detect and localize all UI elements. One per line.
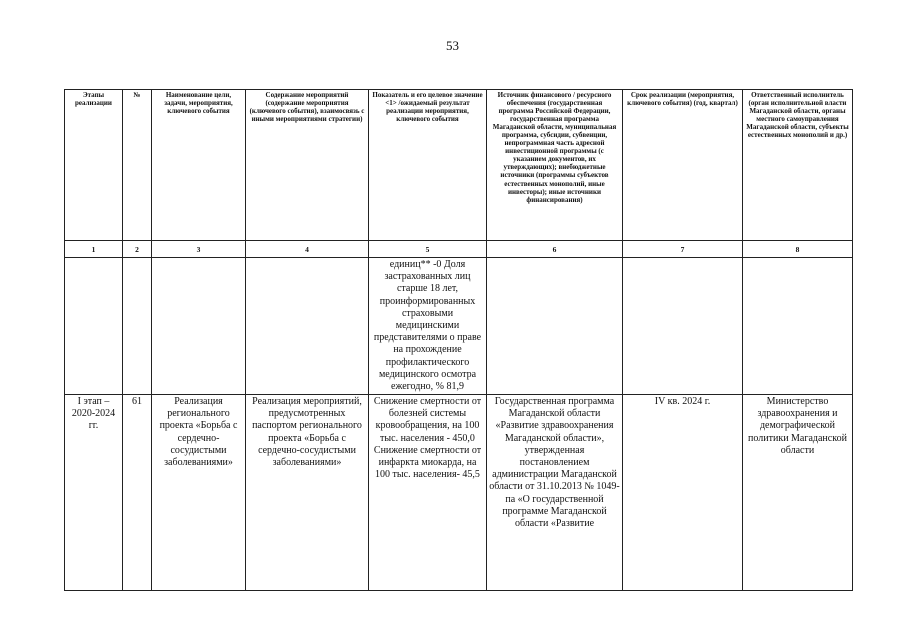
table-row	[65, 258, 853, 395]
header-row	[65, 90, 853, 241]
cell-number	[123, 258, 152, 395]
header-executor: Ответственный исполнитель (орган исполнительной власти Магаданской области, органы местного самоуправления Магаданской области, субъекты естественных монополий и др.)	[743, 90, 853, 241]
cell-indicator: Снижение смертности от болезней системы кровообращения, на 100 тыс. населения - 450,0 Снижение смертности от инфаркта миокарда, на 100 тыс. населения- 45,5	[369, 395, 487, 591]
cell-indicator: единиц** -0 Доля застрахованных лиц старше 18 лет, проинформированных страховыми медицинскими представителями о праве на прохождение профилактического медицинского осмотра ежегодно, % 81,9	[369, 258, 487, 395]
cell-content: Реализация мероприятий, предусмотренных паспортом регионального проекта «Борьба с сердечно-сосудистыми заболеваниями»	[246, 395, 369, 591]
column-number: 5	[369, 241, 487, 258]
strategy-measures-table	[64, 89, 853, 591]
column-number: 4	[246, 241, 369, 258]
cell-name	[152, 258, 246, 395]
header-deadline: Срок реализации (мероприятия, ключевого события) (год, квартал)	[623, 90, 743, 241]
table-row	[65, 395, 853, 591]
page-number: 53	[446, 38, 459, 53]
column-number: 3	[152, 241, 246, 258]
cell-number: 61	[123, 395, 152, 591]
column-number: 7	[623, 241, 743, 258]
cell-source: Государственная программа Магаданской области «Развитие здравоохранения Магаданской области», утвержденная постановлением администрации Магаданской области от 31.10.2013 № 1049-па «О государственной программе Магаданской области «Развитие	[487, 395, 623, 591]
cell-deadline: IV кв. 2024 г.	[623, 395, 743, 591]
cell-executor: Министерство здравоохранения и демографической политики Магаданской области	[743, 395, 853, 591]
cell-deadline	[623, 258, 743, 395]
cell-executor	[743, 258, 853, 395]
cell-source	[487, 258, 623, 395]
cell-name: Реализация регионального проекта «Борьба с сердечно-сосудистыми заболеваниями»	[152, 395, 246, 591]
header-number: №	[123, 90, 152, 241]
header-indicator: Показатель и его целевое значение <1> /ожидаемый результат реализации мероприятия, ключевого события	[369, 90, 487, 241]
header-name: Наименование цели, задачи, мероприятия, ключевого события	[152, 90, 246, 241]
cell-content	[246, 258, 369, 395]
column-number: 8	[743, 241, 853, 258]
column-number: 2	[123, 241, 152, 258]
column-number-row	[65, 241, 853, 258]
cell-stage	[65, 258, 123, 395]
header-stage: Этапы реализации	[65, 90, 123, 241]
column-number: 6	[487, 241, 623, 258]
cell-stage: I этап – 2020-2024 гг.	[65, 395, 123, 591]
header-content: Содержание мероприятий (содержание мероприятия (ключевого события), взаимосвязь с иными мероприятиями стратегии)	[246, 90, 369, 241]
column-number: 1	[65, 241, 123, 258]
header-source: Источник финансового / ресурсного обеспечения (государственная программа Российской Федерации, государственная программа Магаданской области, муниципальная программа, субсидии, субвенции, непрограммная часть адресной инвестиционной программы (с указанием документов, их утверждающих); внебюджетные источники (программы субъектов естественных монополий, иные инвесторы); иные источники финансирования)	[487, 90, 623, 241]
